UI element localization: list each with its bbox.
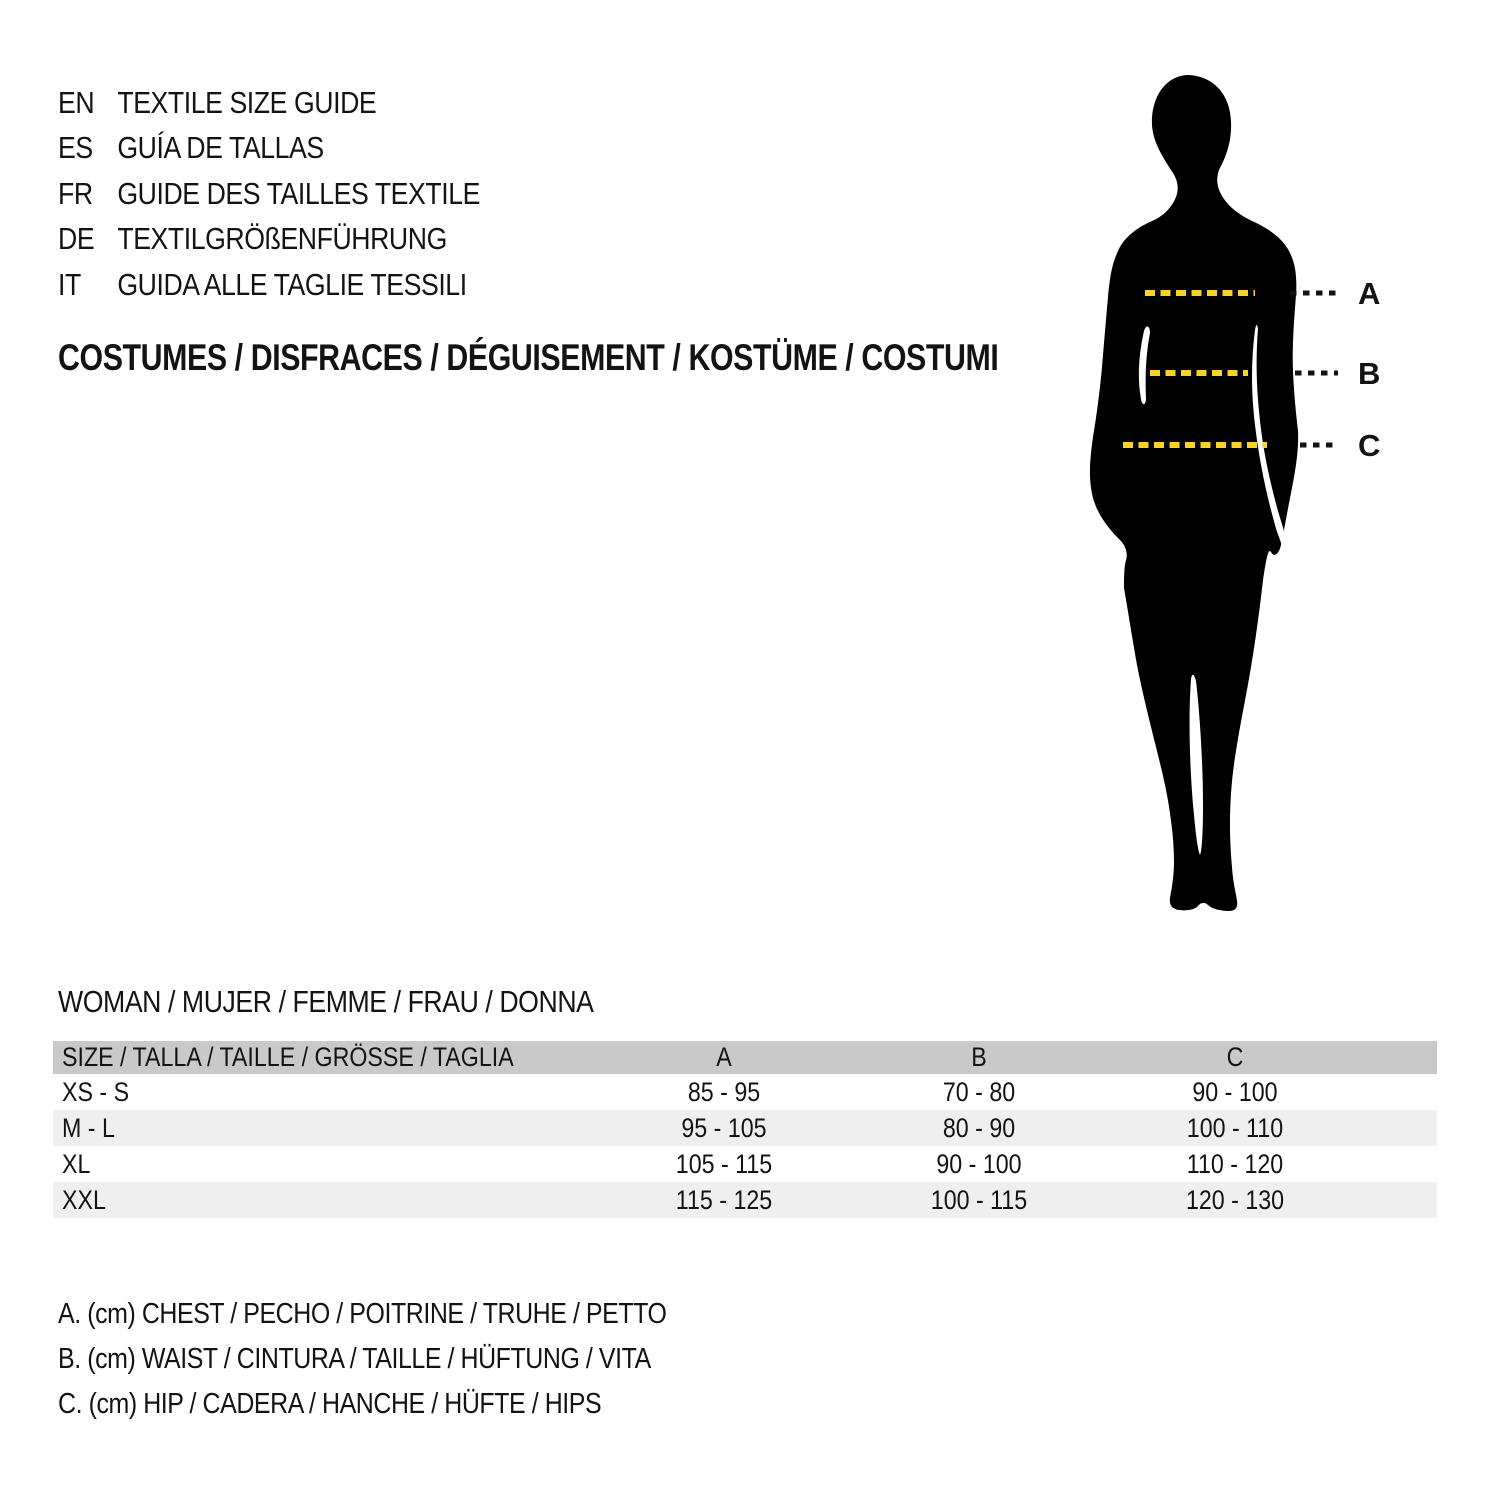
marker-label-a: A: [1358, 276, 1381, 311]
lang-code: FR: [58, 175, 93, 211]
lang-row-es: [58, 126, 549, 172]
header-col-c: C: [1226, 1042, 1244, 1072]
lang-label: GUÍA DE TALLAS: [117, 130, 324, 166]
cell-c: 120 - 130: [1185, 1184, 1285, 1215]
marker-label-b: B: [1358, 356, 1381, 391]
cell-b: 70 - 80: [942, 1076, 1016, 1107]
cell-b: 80 - 90: [942, 1112, 1016, 1143]
header-size-label: SIZE / TALLA / TAILLE / GRÖSSE / TAGLIA: [62, 1042, 514, 1072]
language-title-list: [58, 80, 549, 308]
cell-a: 105 - 115: [675, 1148, 773, 1179]
table-row: [53, 1182, 1437, 1218]
marker-label-c: C: [1358, 428, 1381, 463]
legend-line-waist: B. (cm) WAIST / CINTURA / TAILLE / HÜFTUNG / VITA: [58, 1343, 651, 1375]
lang-label: GUIDA ALLE TAGLIE TESSILI: [117, 266, 467, 302]
table-header-row: [53, 1041, 1437, 1074]
lang-code: DE: [58, 221, 95, 257]
cell-size: XXL: [62, 1184, 106, 1215]
cell-b: 100 - 115: [930, 1184, 1028, 1215]
legend-line-hip: C. (cm) HIP / CADERA / HANCHE / HÜFTE / HIPS: [58, 1388, 602, 1420]
lang-row-de: [58, 217, 549, 263]
size-table: [53, 1041, 1437, 1218]
lang-row-en: [58, 80, 549, 126]
table-title: WOMAN / MUJER / FEMME / FRAU / DONNA: [58, 984, 594, 1019]
lang-row-fr: [58, 171, 549, 217]
lang-code: EN: [58, 84, 95, 120]
lang-row-it: [58, 262, 549, 308]
cell-size: XL: [62, 1148, 91, 1179]
table-row: [53, 1110, 1437, 1146]
lang-code: ES: [58, 130, 93, 166]
header-col-b: B: [971, 1042, 987, 1072]
cell-c: 110 - 120: [1186, 1148, 1284, 1179]
category-heading: COSTUMES / DISFRACES / DÉGUISEMENT / KOSTÜME / COSTUMI: [58, 337, 999, 378]
cell-a: 95 - 105: [681, 1112, 767, 1143]
cell-a: 115 - 125: [675, 1184, 773, 1215]
cell-c: 100 - 110: [1186, 1112, 1284, 1143]
cell-size: M - L: [62, 1112, 115, 1143]
lang-label: GUIDE DES TAILLES TEXTILE: [117, 175, 480, 211]
header-col-a: A: [716, 1042, 732, 1072]
measurement-legend: [58, 1292, 766, 1427]
size-figure: [1040, 75, 1500, 955]
table-row: [53, 1146, 1437, 1182]
legend-line-chest: A. (cm) CHEST / PECHO / POITRINE / TRUHE / PETTO: [58, 1298, 667, 1330]
cell-b: 90 - 100: [936, 1148, 1022, 1179]
lang-label: TEXTILGRÖßENFÜHRUNG: [117, 221, 447, 257]
cell-a: 85 - 95: [687, 1076, 761, 1107]
table-row: [53, 1074, 1437, 1110]
cell-c: 90 - 100: [1192, 1076, 1278, 1107]
lang-label: TEXTILE SIZE GUIDE: [117, 84, 377, 120]
cell-size: XS - S: [62, 1076, 130, 1107]
lang-code: IT: [58, 266, 81, 302]
